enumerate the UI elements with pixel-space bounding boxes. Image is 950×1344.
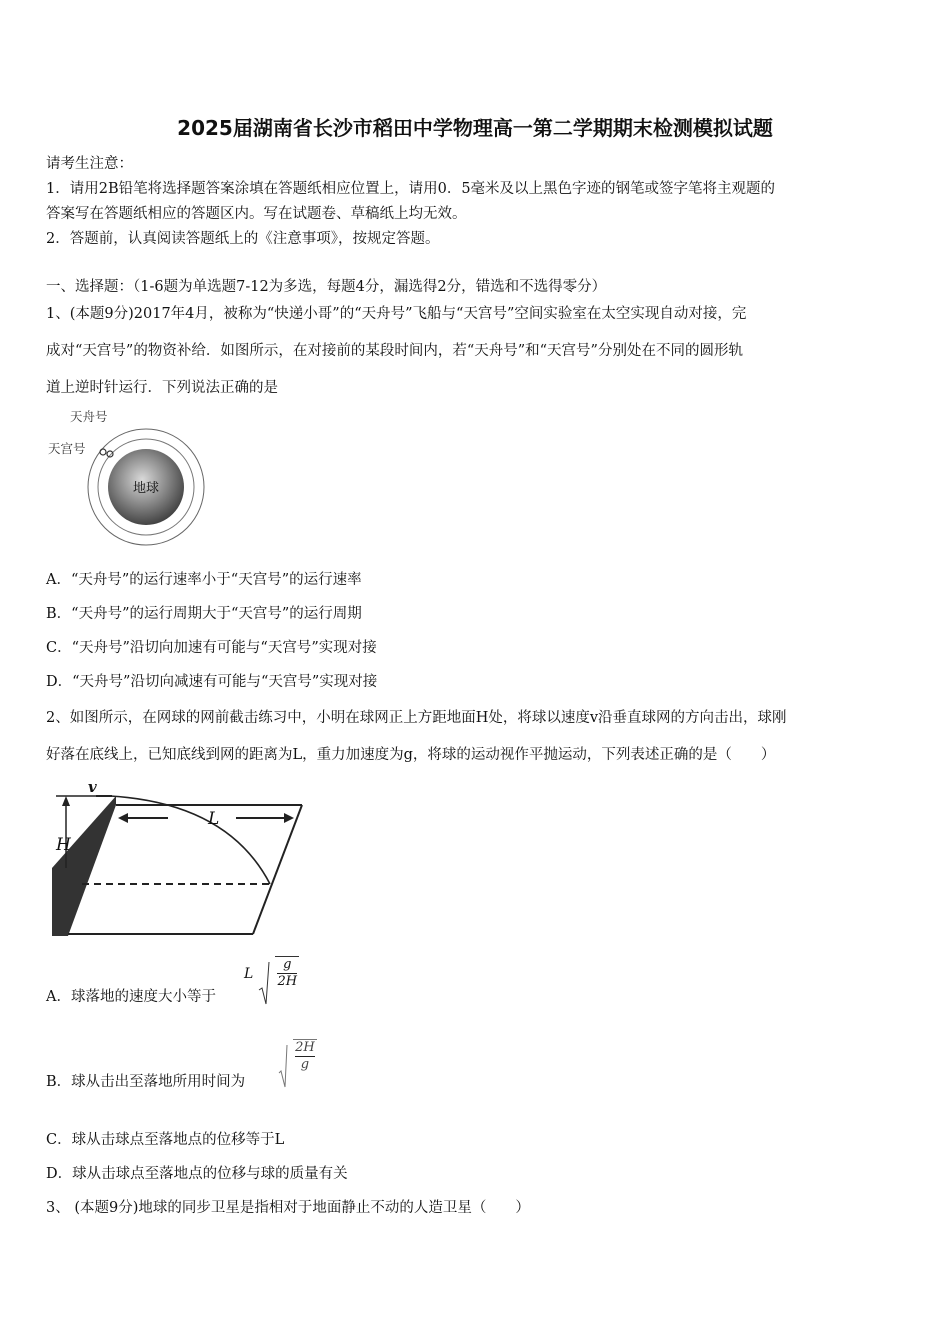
q3-line1: 3、 (本题9分)地球的同步卫星是指相对于地面静止不动的人造卫星（ ） [46, 1200, 530, 1216]
tiangong-label: 天宫号 [48, 441, 86, 456]
tianzhou-craft [100, 449, 106, 455]
q2-b-num: 2H [295, 1040, 315, 1055]
q2-option-b-formula [278, 1040, 317, 1089]
net-side [52, 796, 116, 936]
q1-option-d: D．“天舟号”沿切向减速有可能与“天宫号”实现对接 [46, 674, 378, 690]
q2-a-coef: L [244, 966, 254, 982]
tiangong-craft [107, 451, 113, 457]
notice-heading: 请考生注意： [46, 156, 133, 172]
distance-label: L [208, 809, 220, 829]
section1-heading: 一、选择题：（1-6题为单选题7-12为多选，每题4分，漏选得2分，错选和不选得零分） [46, 279, 607, 295]
earth-label: 地球 [132, 481, 160, 496]
orbit-figure [46, 405, 216, 550]
arrowhead-left [118, 813, 128, 823]
q2-line2: 好落在底线上，已知底线到网的距离为L，重力加速度为g，将球的运动视作平抛运动，下列表述正确的是（ ） [46, 747, 776, 763]
q2-option-d: D．球从击球点至落地点的位移与球的质量有关 [46, 1166, 348, 1182]
notice-item2: 2．答题前，认真阅读答题纸上的《注意事项》，按规定答题。 [46, 231, 440, 247]
q2-line1: 2、如图所示，在网球的网前截击练习中，小明在球网正上方距地面H处，将球以速度v沿垂直球网的方向击出，球刚 [46, 710, 787, 726]
q2-b-fraction [293, 1039, 317, 1073]
tianzhou-label: 天舟号 [70, 409, 108, 424]
q2-option-c: C．球从击球点至落地点的位移等于L [46, 1132, 285, 1148]
q2-a-num: g [277, 957, 297, 974]
notice-item1-line1: 1．请用2B铅笔将选择题答案涂填在答题纸相应位置上，请用0．5毫米及以上黑色字迹的钢笔或签字笔将主观题的 [46, 181, 776, 197]
q2-a-fraction [275, 956, 299, 990]
q1-option-a: A．“天舟号”的运行速率小于“天宫号”的运行速率 [46, 572, 362, 588]
q2-option-b: B．球从击出至落地所用时间为 [46, 1074, 246, 1090]
ball-trajectory [110, 796, 270, 884]
sqrt-symbol-a [258, 960, 270, 1006]
tennis-figure [48, 778, 310, 940]
q1-option-b: B．“天舟号”的运行周期大于“天宫号”的运行周期 [46, 606, 362, 622]
q1-line3: 道上逆时针运行．下列说法正确的是 [46, 380, 278, 396]
q1-line1: 1、(本题9分)2017年4月，被称为“快递小哥”的“天舟号”飞船与“天宫号”空间实验室在太空实现自动对接，完 [46, 306, 747, 322]
q2-option-a-formula [244, 957, 299, 1006]
court-right-edge [253, 805, 302, 934]
q2-a-den: 2H [277, 974, 298, 989]
notice-item1-line2: 答案写在答题纸相应的答题区内。写在试题卷、草稿纸上均无效。 [46, 206, 467, 222]
q1-line2: 成对“天宫号”的物资补给．如图所示，在对接前的某段时间内，若“天舟号”和“天宫号”分别处在不同的圆形轨 [46, 343, 743, 359]
page-title: 2025届湖南省长沙市稻田中学物理高一第二学期期末检测模拟试题 [177, 116, 773, 140]
arrowhead-right [284, 813, 294, 823]
sqrt-symbol-b [278, 1043, 288, 1089]
arrowhead-up [62, 796, 70, 806]
q2-option-a: A．球落地的速度大小等于 [46, 989, 216, 1005]
height-label: H [56, 835, 71, 855]
q2-b-den: g [300, 1057, 310, 1072]
velocity-label: v [88, 778, 97, 796]
q1-option-c: C．“天舟号”沿切向加速有可能与“天宫号”实现对接 [46, 640, 377, 656]
